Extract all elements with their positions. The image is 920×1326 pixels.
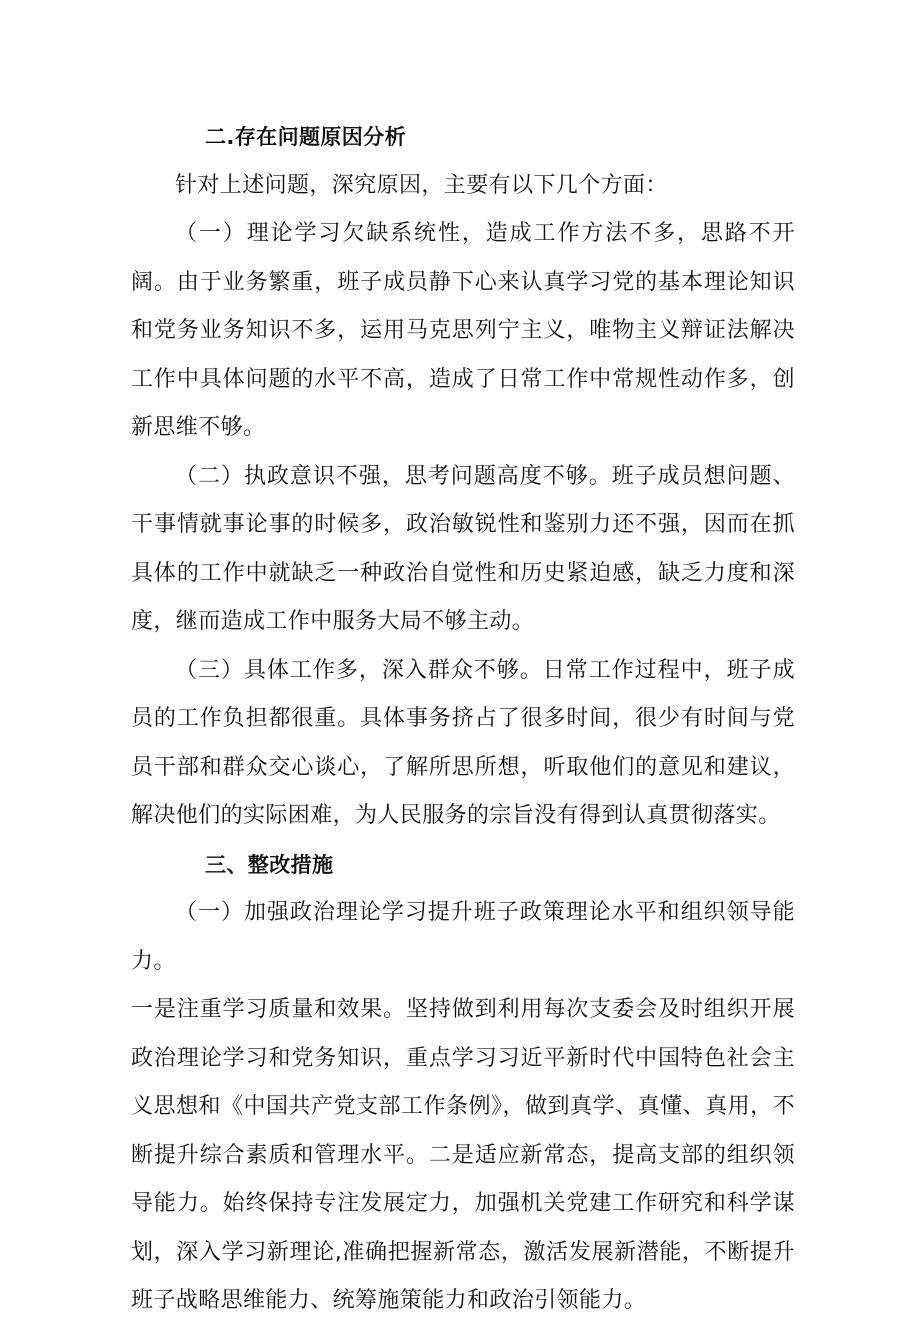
paragraph-measure-1-title: （一）加强政治理论学习提升班子政策理论水平和组织领导能力。	[131, 900, 795, 974]
paragraph-intro: 针对上述问题，深究原因，主要有以下几个方面：	[175, 172, 668, 198]
paragraph-measure-1-body: 一是注重学习质量和效果。坚持做到利用每次支委会及时组织开展政治理论学习和党务知识，重点学习习近平新时代中国特色社会主义思想和《中国共产党支部工作条例》，做到真学、真懂、真用，不断提升综合素质和管理水平。二是适应新常态，提高支部的组织领导能力。始终保持专注发展定力，加强机关党建工作研究和科学谋划，深入学习新理论,准确把握新常态，激活发展新潜能，不断提升班子战略思维能力、统筹施策能力和政治引领能力。	[131, 997, 795, 1313]
document-body	[131, 113, 795, 1326]
paragraph-cause-1: （一）理论学习欠缺系统性，造成工作方法不多，思路不开阔。由于业务繁重，班子成员静下心来认真学习党的基本理论知识和党务业务知识不多，运用马克思列宁主义，唯物主义辩证法解决工作中具体问题的水平不高，造成了日常工作中常规性动作多，创新思维不够。	[131, 221, 795, 440]
section-heading-rectification: 三、整改措施	[205, 852, 334, 877]
section-heading-cause-analysis: 二.存在问题原因分析	[205, 125, 406, 149]
paragraph-cause-2: （二）执政意识不强，思考问题高度不够。班子成员想问题、干事情就事论事的时候多，政治敏锐性和鉴别力还不强，因而在抓具体的工作中就缺乏一种政治自觉性和历史紧迫感，缺乏力度和深度，继而造成工作中服务大局不够主动。	[131, 463, 795, 634]
paragraph-cause-3: （三）具体工作多，深入群众不够。日常工作过程中，班子成员的工作负担都很重。具体事务挤占了很多时间，很少有时间与党员干部和群众交心谈心，了解所思所想，听取他们的意见和建议，解决他们的实际困难，为人民服务的宗旨没有得到认真贯彻落实。	[131, 657, 795, 828]
